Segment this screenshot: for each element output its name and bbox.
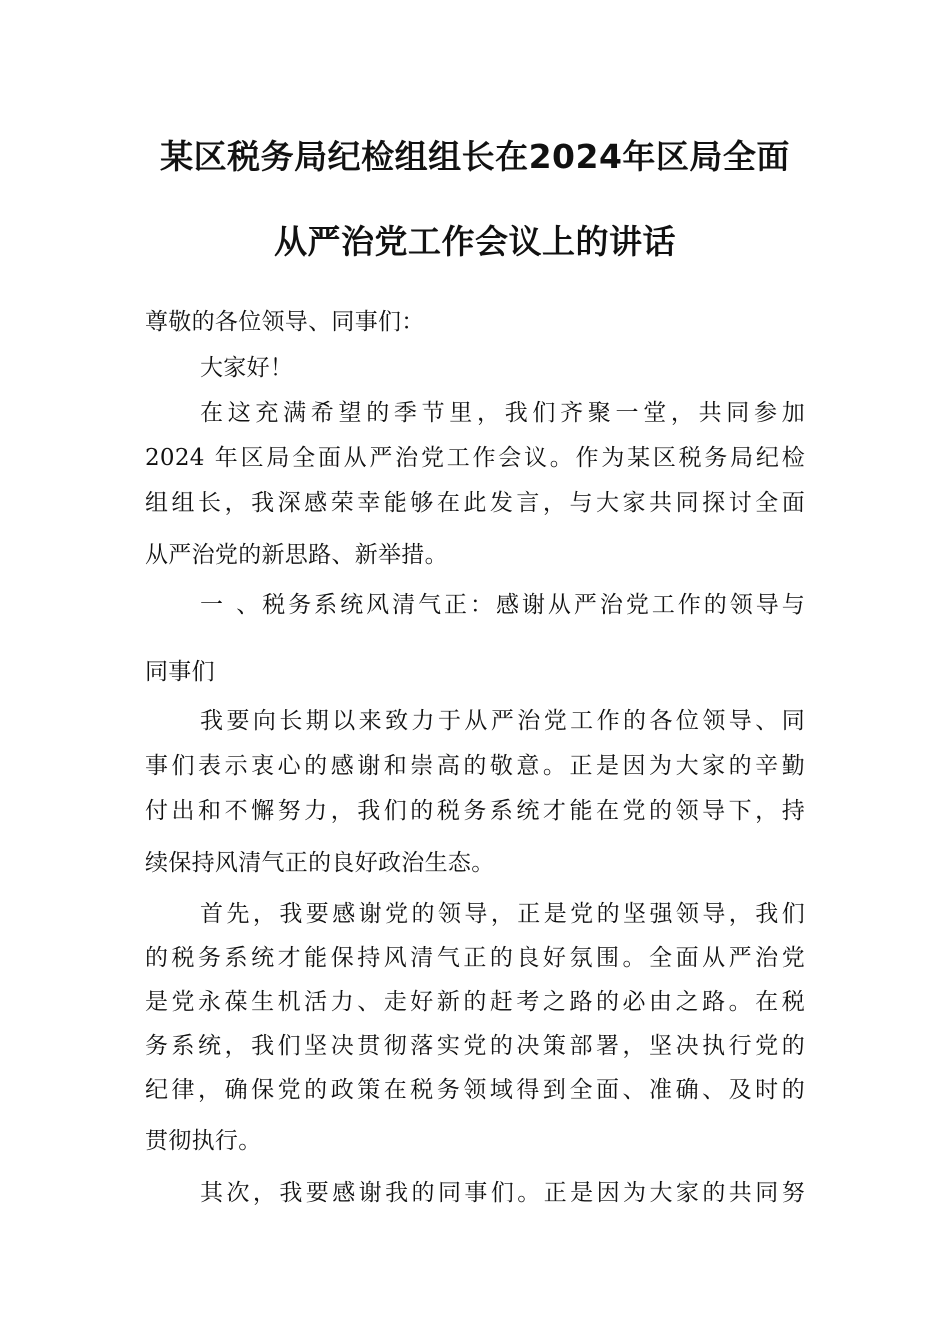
paragraph-line: 纪律，确保党的政策在税务领域得到全面、准确、及时的 — [145, 1077, 805, 1103]
paragraph-line: 组组长，我深感荣幸能够在此发言，与大家共同探讨全面 — [145, 490, 805, 516]
paragraph-line: 是党永葆生机活力、走好新的赶考之路的必由之路。在税 — [145, 989, 805, 1015]
paragraph-line: 从严治党的新思路、新举措。 — [145, 542, 448, 568]
heading-line: 一 、税务系统风清气正：感谢从严治党工作的领导与 — [200, 592, 805, 618]
paragraph-line: 我要向长期以来致力于从严治党工作的各位领导、同 — [200, 708, 805, 734]
document-title-line-1: 某区税务局纪检组组长在2024年区局全面 — [160, 137, 790, 176]
paragraph-line: 首先，我要感谢党的领导，正是党的坚强领导，我们 — [200, 901, 805, 927]
heading-line: 同事们 — [145, 659, 215, 685]
paragraph-line: 务系统，我们坚决贯彻落实党的决策部署，坚决执行党的 — [145, 1033, 805, 1059]
document-title-line-2: 从严治党工作会议上的讲话 — [274, 222, 676, 261]
paragraph-line: 其次，我要感谢我的同事们。正是因为大家的共同努 — [200, 1180, 805, 1206]
paragraph-line: 付出和不懈努力，我们的税务系统才能在党的领导下，持 — [145, 798, 805, 824]
paragraph-line: 贯彻执行。 — [145, 1128, 262, 1154]
paragraph-line: 续保持风清气正的良好政治生态。 — [145, 850, 495, 876]
greeting: 大家好！ — [200, 355, 294, 381]
paragraph-line: 在这充满希望的季节里，我们齐聚一堂，共同参加 — [200, 400, 805, 426]
paragraph-line: 2024 年区局全面从严治党工作会议。作为某区税务局纪检 — [145, 445, 805, 471]
paragraph-line: 事们表示衷心的感谢和崇高的敬意。正是因为大家的辛勤 — [145, 753, 805, 779]
paragraph-line: 的税务系统才能保持风清气正的良好氛围。全面从严治党 — [145, 945, 805, 971]
salutation: 尊敬的各位领导、同事们： — [145, 309, 425, 335]
